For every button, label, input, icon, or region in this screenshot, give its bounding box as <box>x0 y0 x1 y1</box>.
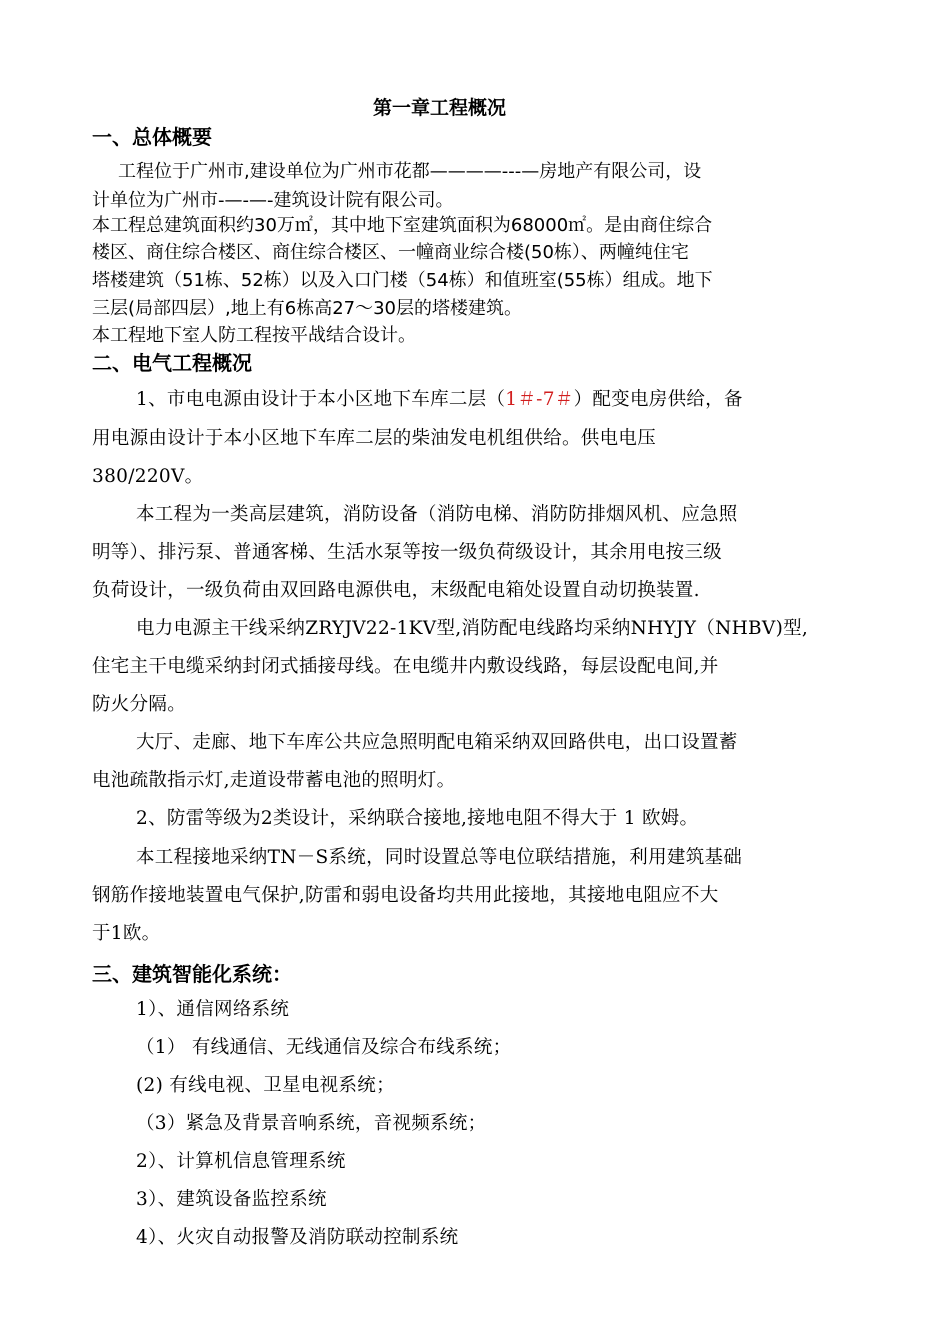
system-list-item: (2) 有线电视、卫星电视系统； <box>136 1075 395 1096</box>
system-list-item: 3）、建筑设备监控系统 <box>136 1189 327 1210</box>
electrical-line: 380/220V。 <box>92 466 204 487</box>
system-list-item: 2）、计算机信息管理系统 <box>136 1151 346 1172</box>
electrical-line: 负荷设计，一级负荷由双回路电源供电，末级配电箱处设置自动切换装置. <box>92 580 700 601</box>
electrical-line: 于1欧。 <box>92 923 161 944</box>
electrical-line: 钢筋作接地装置电气保护,防雷和弱电设备均共用此接地，其接地电阻应不大 <box>92 885 719 906</box>
section-heading-overview: 一、总体概要 <box>92 125 212 149</box>
system-list-item: 1）、通信网络系统 <box>136 999 290 1020</box>
section-heading-electrical: 二、电气工程概况 <box>92 351 252 375</box>
electrical-line: 本工程为一类高层建筑，消防设备（消防电梯、消防防排烟风机、应急照 <box>136 504 738 525</box>
system-list-item: 4）、火灾自动报警及消防联动控制系统 <box>136 1227 459 1248</box>
overview-line: 工程位于广州市,建设单位为广州市花都————---—房地产有限公司，设 <box>118 161 702 182</box>
electrical-line <box>136 385 743 411</box>
electrical-line: 2、防雷等级为2类设计，采纳联合接地,接地电阻不得大于 1 欧姆。 <box>136 808 699 829</box>
electrical-line: 明等）、排污泵、普通客梯、生活水泵等按一级负荷级设计，其余用电按三级 <box>92 542 722 563</box>
electrical-text: ）配变电房供给，备 <box>573 389 743 410</box>
overview-line: 计单位为广州市-—-—-建筑设计院有限公司。 <box>92 190 454 211</box>
electrical-text: 1、市电电源由设计于本小区地下车库二层（ <box>136 389 506 410</box>
electrical-line: 大厅、走廊、地下车库公共应急照明配电箱采纳双回路供电，出口设置蓄 <box>136 732 738 753</box>
page-title: 第一章工程概况 <box>373 97 507 119</box>
electrical-line: 本工程接地采纳TN－S系统，同时设置总等电位联结措施，利用建筑基础 <box>136 847 743 868</box>
overview-line: 本工程地下室人防工程按平战结合设计。 <box>92 325 416 346</box>
electrical-line: 电力电源主干线采纳ZRYJV22-1KV型,消防配电线路均采纳NHYJY（NHBV)型, <box>136 618 809 639</box>
electrical-line: 防火分隔。 <box>92 694 187 715</box>
system-list-item: （1） 有线通信、无线通信及综合布线系统； <box>136 1037 512 1058</box>
electrical-line: 住宅主干电缆采纳封闭式插接母线。在电缆井内敷设线路，每层设配电间,并 <box>92 656 719 677</box>
overview-line: 三层(局部四层）,地上有6栋高27～30层的塔楼建筑。 <box>92 298 523 319</box>
overview-line: 楼区、商住综合楼区、商住综合楼区、一幢商业综合楼(50栋）、两幢纯住宅 <box>92 242 689 263</box>
substation-range: 1＃-7＃ <box>505 389 574 410</box>
electrical-line: 用电源由设计于本小区地下车库二层的柴油发电机组供给。供电电压 <box>92 428 657 449</box>
section-heading-intelligent-systems: 三、建筑智能化系统： <box>92 962 292 986</box>
overview-line: 塔楼建筑（51栋、52栋）以及入口门楼（54栋）和值班室(55栋）组成。地下 <box>92 270 713 291</box>
electrical-line: 电池疏散指示灯,走道设带蓄电池的照明灯。 <box>92 770 456 791</box>
system-list-item: （3）紧急及背景音响系统，音视频系统； <box>136 1113 487 1134</box>
overview-line: 本工程总建筑面积约30万㎡，其中地下室建筑面积为68000㎡。是由商住综合 <box>92 215 713 236</box>
